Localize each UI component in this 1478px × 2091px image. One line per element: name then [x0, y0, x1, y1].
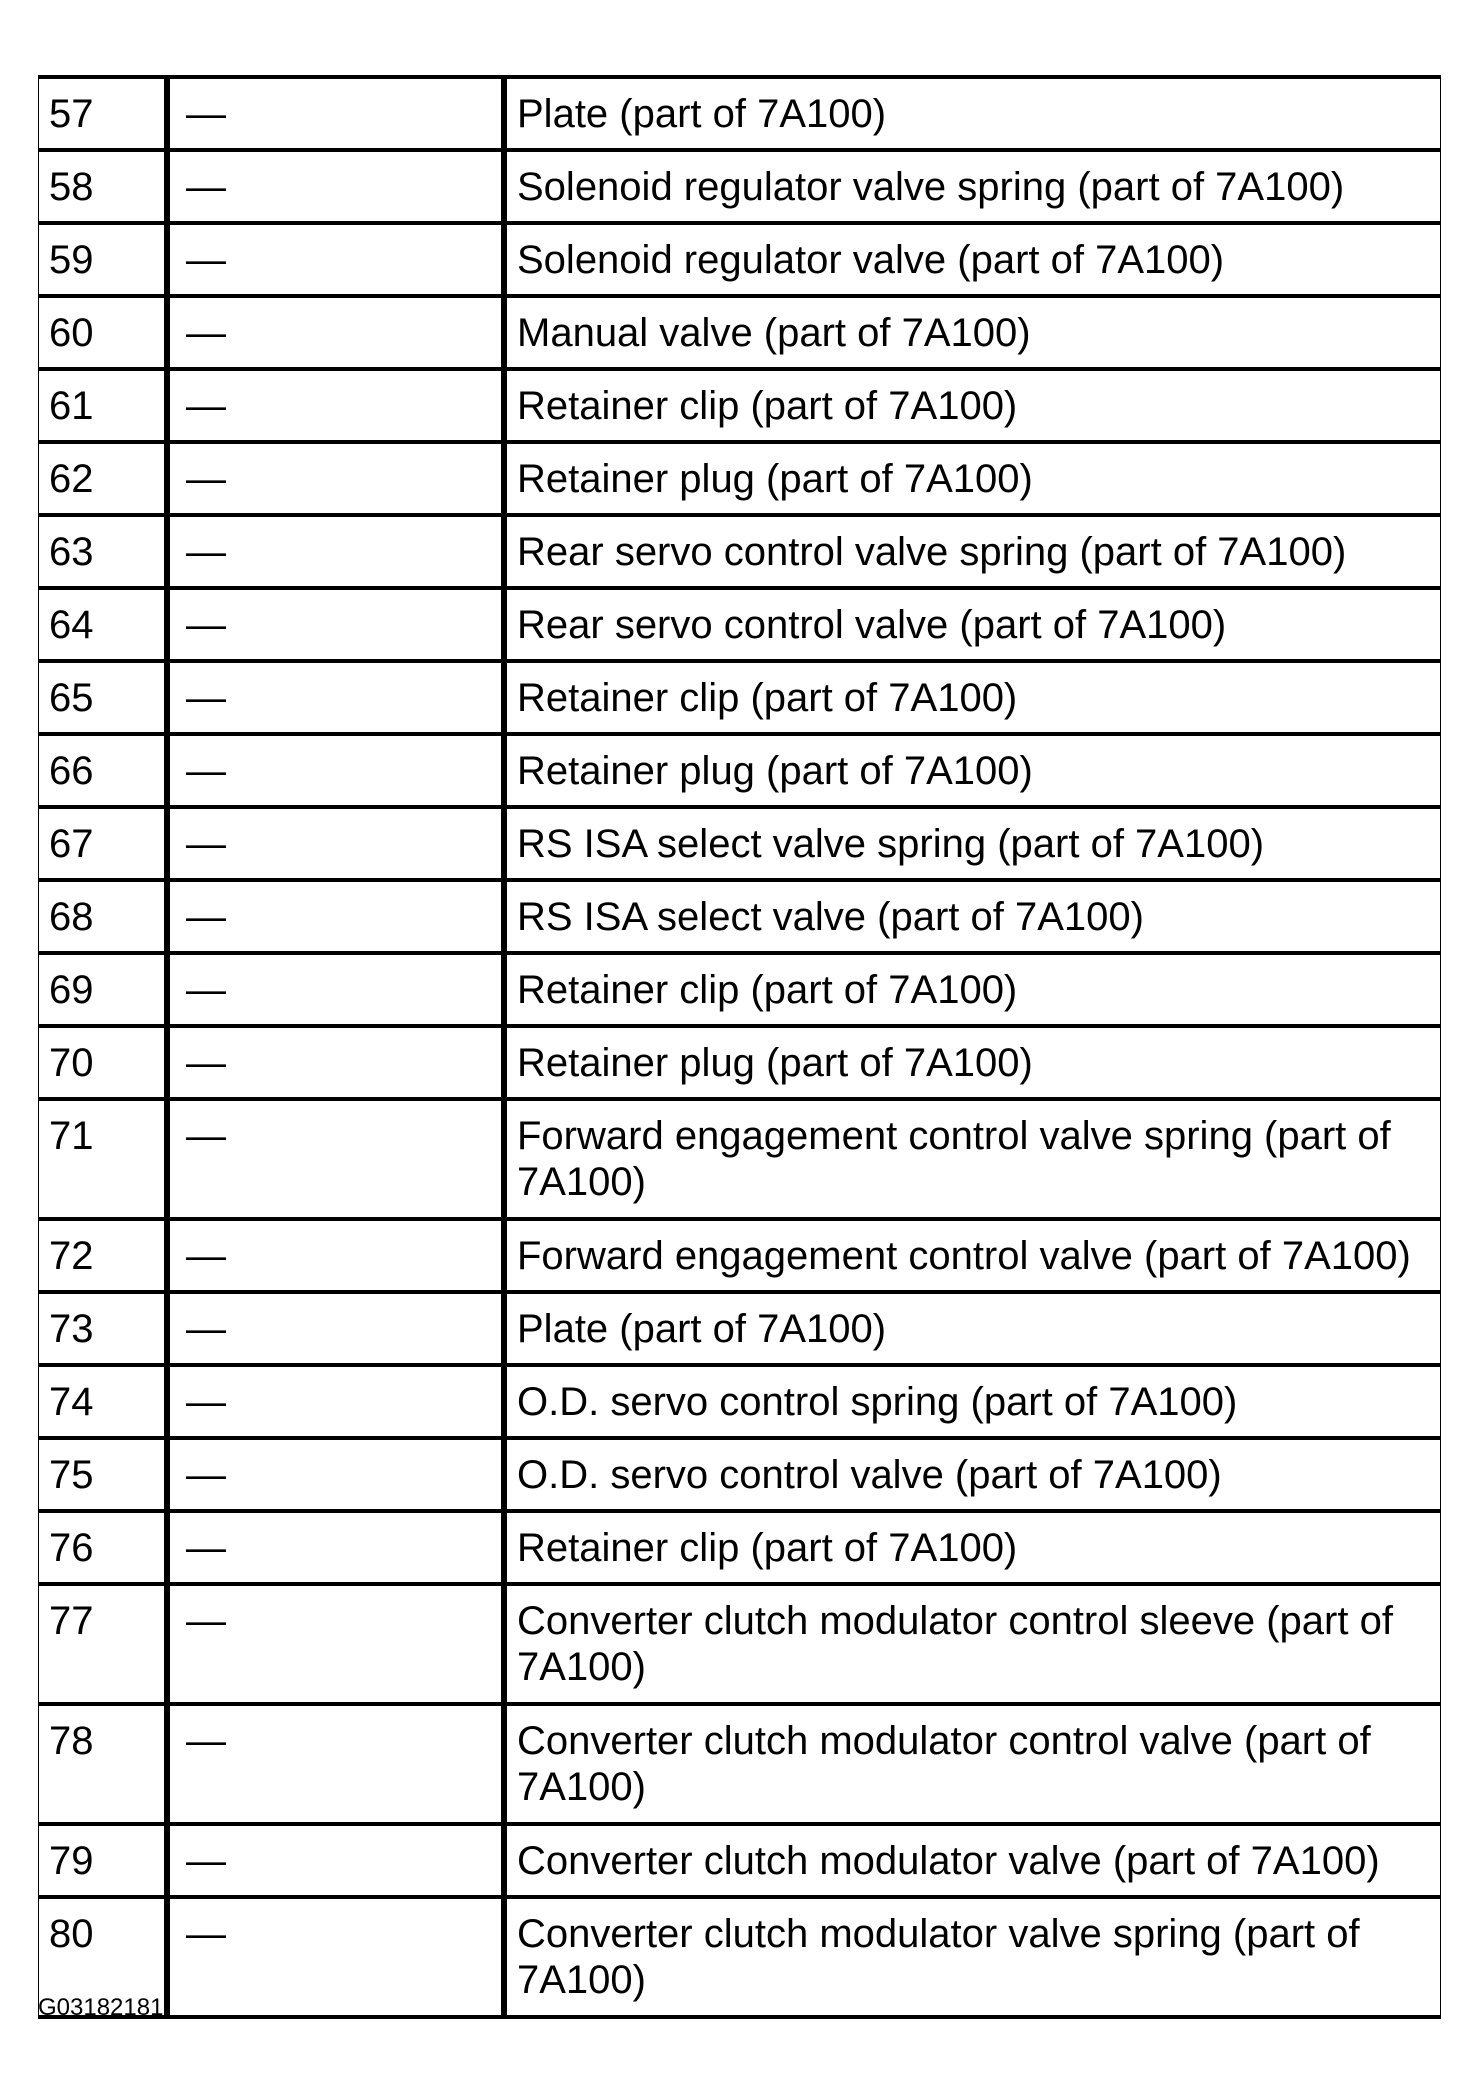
item-description: O.D. servo control spring (part of 7A100): [504, 1365, 1441, 1438]
item-number: 71: [39, 1099, 168, 1219]
table-row: [39, 515, 1441, 588]
item-description: Retainer clip (part of 7A100): [504, 1511, 1441, 1584]
item-number: 69: [39, 953, 168, 1026]
item-number: 65: [39, 661, 168, 734]
item-number: 57: [39, 77, 168, 150]
item-description: Converter clutch modulator valve (part of 7A100): [504, 1824, 1441, 1897]
item-number: 63: [39, 515, 168, 588]
table-row: [39, 369, 1441, 442]
item-part-number: —: [167, 1099, 504, 1219]
item-part-number: —: [167, 1026, 504, 1099]
item-number: 70: [39, 1026, 168, 1099]
item-description: Converter clutch modulator control sleeve (part of 7A100): [504, 1584, 1441, 1704]
table-row: [39, 1897, 1441, 2017]
table-row: [39, 1824, 1441, 1897]
item-description: Rear servo control valve spring (part of 7A100): [504, 515, 1441, 588]
table-row: [39, 734, 1441, 807]
item-number: 72: [39, 1219, 168, 1292]
item-part-number: —: [167, 1292, 504, 1365]
table-row: [39, 1099, 1441, 1219]
item-description: Forward engagement control valve spring (part of 7A100): [504, 1099, 1441, 1219]
item-number: 77: [39, 1584, 168, 1704]
item-description: Retainer clip (part of 7A100): [504, 661, 1441, 734]
item-number: 80: [39, 1897, 168, 2017]
item-description: Plate (part of 7A100): [504, 1292, 1441, 1365]
item-number: 75: [39, 1438, 168, 1511]
table-row: [39, 1365, 1441, 1438]
item-number: 74: [39, 1365, 168, 1438]
item-description: Plate (part of 7A100): [504, 77, 1441, 150]
table-row: [39, 1026, 1441, 1099]
item-part-number: —: [167, 369, 504, 442]
item-number: 67: [39, 807, 168, 880]
item-number: 61: [39, 369, 168, 442]
item-part-number: —: [167, 953, 504, 1026]
table-row: [39, 953, 1441, 1026]
item-number: 78: [39, 1704, 168, 1824]
parts-table: [38, 75, 1441, 2019]
item-number: 59: [39, 223, 168, 296]
table-row: [39, 807, 1441, 880]
item-part-number: —: [167, 223, 504, 296]
item-part-number: —: [167, 734, 504, 807]
item-description: Retainer clip (part of 7A100): [504, 369, 1441, 442]
item-part-number: —: [167, 1511, 504, 1584]
item-number: 64: [39, 588, 168, 661]
item-part-number: —: [167, 296, 504, 369]
table-row: [39, 1584, 1441, 1704]
item-description: Retainer plug (part of 7A100): [504, 1026, 1441, 1099]
item-number: 66: [39, 734, 168, 807]
item-number: 58: [39, 150, 168, 223]
item-description: RS ISA select valve spring (part of 7A100): [504, 807, 1441, 880]
table-row: [39, 1219, 1441, 1292]
item-description: Solenoid regulator valve (part of 7A100): [504, 223, 1441, 296]
item-part-number: —: [167, 515, 504, 588]
item-part-number: —: [167, 77, 504, 150]
table-row: [39, 77, 1441, 150]
table-row: [39, 223, 1441, 296]
item-number: 73: [39, 1292, 168, 1365]
item-description: Solenoid regulator valve spring (part of 7A100): [504, 150, 1441, 223]
table-row: [39, 588, 1441, 661]
item-description: RS ISA select valve (part of 7A100): [504, 880, 1441, 953]
table-row: [39, 880, 1441, 953]
item-part-number: —: [167, 807, 504, 880]
item-part-number: —: [167, 1897, 504, 2017]
item-part-number: —: [167, 1824, 504, 1897]
item-number: 79: [39, 1824, 168, 1897]
item-part-number: —: [167, 150, 504, 223]
table-row: [39, 1704, 1441, 1824]
item-part-number: —: [167, 661, 504, 734]
item-description: Retainer clip (part of 7A100): [504, 953, 1441, 1026]
figure-code: G03182181: [38, 1994, 164, 2021]
item-part-number: —: [167, 1365, 504, 1438]
table-row: [39, 1511, 1441, 1584]
item-number: 60: [39, 296, 168, 369]
item-part-number: —: [167, 1438, 504, 1511]
item-part-number: —: [167, 588, 504, 661]
item-part-number: —: [167, 442, 504, 515]
item-description: Rear servo control valve (part of 7A100): [504, 588, 1441, 661]
table-row: [39, 296, 1441, 369]
item-description: Retainer plug (part of 7A100): [504, 442, 1441, 515]
table-row: [39, 661, 1441, 734]
table-row: [39, 1292, 1441, 1365]
item-part-number: —: [167, 880, 504, 953]
item-description: O.D. servo control valve (part of 7A100): [504, 1438, 1441, 1511]
item-part-number: —: [167, 1219, 504, 1292]
item-number: 62: [39, 442, 168, 515]
item-description: Converter clutch modulator control valve (part of 7A100): [504, 1704, 1441, 1824]
item-part-number: —: [167, 1704, 504, 1824]
item-number: 68: [39, 880, 168, 953]
table-row: [39, 1438, 1441, 1511]
item-part-number: —: [167, 1584, 504, 1704]
item-description: Retainer plug (part of 7A100): [504, 734, 1441, 807]
item-description: Manual valve (part of 7A100): [504, 296, 1441, 369]
table-row: [39, 150, 1441, 223]
item-description: Converter clutch modulator valve spring (part of 7A100): [504, 1897, 1441, 2017]
item-number: 76: [39, 1511, 168, 1584]
table-row: [39, 442, 1441, 515]
item-description: Forward engagement control valve (part of 7A100): [504, 1219, 1441, 1292]
